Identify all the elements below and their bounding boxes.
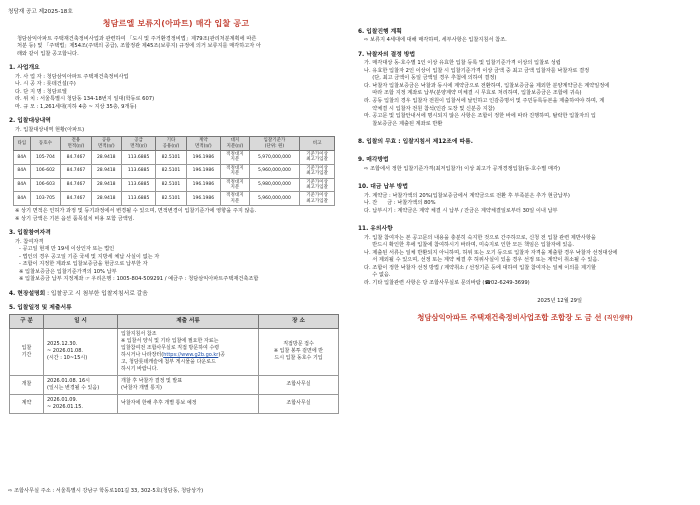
units-cell: 적정대지 지분 <box>221 150 250 164</box>
units-cell: 113.6885 <box>121 164 155 178</box>
section-sale-method-title: 9. 매각방법 <box>358 157 389 164</box>
units-cell: 113.6885 <box>121 150 155 164</box>
schedule-cell-label: 개찰 <box>10 375 44 394</box>
right-column <box>358 28 692 324</box>
units-cell: 적정대지 지분 <box>221 178 250 192</box>
units-table-body <box>14 150 335 205</box>
schedule-table <box>9 314 339 413</box>
caution-contact-tail: ) <box>527 279 530 286</box>
units-cell: 106-603 <box>30 178 61 192</box>
schedule-cell-documents <box>118 328 259 375</box>
caution-line: 수 없음. <box>364 272 391 279</box>
winner-method-line: (단, 최고 금액이 동일 금액일 경우 추첨에 의하여 결정) <box>364 75 497 82</box>
units-cell: 28.9418 <box>91 150 121 164</box>
schedule-cell-date: 2025.12.30. ~ 2026.01.08. (시간 : 10~15시) <box>44 328 118 375</box>
units-cell: 5,960,000,000 <box>249 164 299 178</box>
schedule-row-opening <box>10 375 339 394</box>
intro-line: 처분 등) 및 「주택법」제54조(주택의 공급), 조합정관 제45조(보류지) 규정에 의거 보류지를 매각하고자 아 <box>17 43 261 50</box>
units-header-cell: 동호수 <box>30 137 61 151</box>
units-cell: 82.5101 <box>156 164 186 178</box>
units-cell: 103-705 <box>30 192 61 206</box>
briefing-title: 4. 현장설명회 <box>9 290 46 297</box>
section-bid-targets-title: 2. 입찰대상내역 <box>9 118 51 125</box>
winner-method-line: 찰보증금은 제출된 계좌로 반환 <box>364 120 443 127</box>
units-cell: 113.6885 <box>121 178 155 192</box>
units-cell: 106-602 <box>30 164 61 178</box>
units-cell: 196.1986 <box>186 164 220 178</box>
payment-line: 다. 납부시기 : 계약금은 계약 체결 시 납부 / 잔금은 계약체결일로부터 30일 이내 납부 <box>364 207 558 214</box>
units-cell: 82.5101 <box>156 192 186 206</box>
winner-method-line: 다. 낙찰자 입찰보증금은 낙찰과 동시에 계약금으로 전환하며, 입찰보증금을 제외한 분양계약금은 계약일정에 <box>364 82 610 89</box>
signer-block <box>358 313 692 324</box>
eligibility-line: - 공고일 현재 만 19세 이상인자 또는 법인 <box>19 246 115 253</box>
notice-number: 청담재 공고 제2025-18호 <box>8 9 73 15</box>
winner-method-line: 마. 공고문 및 입찰안내서에 명시되지 않은 사항은 조합이 정한 바에 따라 진행하며, 탈락한 입찰자의 입 <box>364 113 596 120</box>
intro-line: 청담삼익아파트 주택재건축정비사업과 관련하여 「도시 및 주거환경정비법」제79조(관리처분계획에 따른 <box>17 35 257 42</box>
schedule-header-place: 장 소 <box>259 315 339 328</box>
caution-line: 가. 입찰 참여자는 본 공고문의 내용을 충분히 숙지한 것으로 간주하므로, 신청 전 입찰 관련 제반사항을 <box>364 234 596 241</box>
units-cell: 기준가이상 최고가입찰 <box>300 192 335 206</box>
units-cell: 28.9418 <box>91 164 121 178</box>
winner-method-line: 나. 유효한 입찰자 2인 이상이 입찰 시 입찰기준가격 이상 금액 중 최고 금액 입찰자를 낙찰자로 결정 <box>364 67 590 74</box>
units-cell: 84A <box>14 192 31 206</box>
schedule-cell-place: 조합사무실 <box>259 375 339 394</box>
caution-contact-text: 라. 기타 입찰관련 사항은 당 조합사무실로 문의바람 ( <box>364 279 485 286</box>
units-cell: 기준가이상 최고가입찰 <box>300 164 335 178</box>
eligibility-subtitle: 가. 참여자격 <box>15 238 44 245</box>
schedule-header-documents: 제출 서류 <box>118 315 259 328</box>
overview-line: 라. 위 치 : 서울특별시 청담동 134-18번지 일대(학동로 607) <box>15 96 155 103</box>
winner-method-line: 라. 공동 입찰의 경우 입찰자 전원이 입찰서에 날인하고 인감증명서 및 주민등록등본을 제출하여야 하며, 계 <box>364 97 605 104</box>
payment-line: 가. 계약금 : 낙찰가액의 20%(입찰보증금에서 계약금으로 전환 후 부족분은 추가 현금납부) <box>364 192 570 199</box>
units-cell: 84A <box>14 164 31 178</box>
units-cell: 기준가이상 최고가입찰 <box>300 178 335 192</box>
units-cell: 28.9418 <box>91 178 121 192</box>
briefing-text: : 입찰공고 시 첨부한 입찰지침서로 갈음 <box>45 290 148 297</box>
seal-omitted-label: (직인생략) <box>604 315 633 323</box>
progress-line: ⇨ 보류지 4세대에 대해 매각하며, 세부사항은 입찰지침서 참조. <box>364 37 507 44</box>
units-cell: 113.6885 <box>121 192 155 206</box>
units-cell: 적정대지 지분 <box>221 164 250 178</box>
section-business-overview-title: 1. 사업개요 <box>9 65 40 72</box>
units-cell: 기준가이상 최고가입찰 <box>300 150 335 164</box>
units-table-header <box>14 137 335 151</box>
schedule-header-date: 일 시 <box>44 315 118 328</box>
signer-name: 청담삼익아파트 주택재건축정비사업조합 조합장 도 금 선 <box>417 313 602 323</box>
bid-targets-subtitle: 가. 입찰대상내역 현황(아파트) <box>15 126 85 133</box>
units-cell: 105-704 <box>30 150 61 164</box>
overview-line: 나. 시 공 자 : 롯데건설(주) <box>15 81 76 88</box>
schedule-header-category: 구 분 <box>10 315 44 328</box>
schedule-cell-label: 입찰 기간 <box>10 328 44 375</box>
units-header-cell: 타입 <box>14 137 31 151</box>
overview-line: 마. 규 모 : 1,261세대(지하 4층 ~ 지상 35층, 9개동) <box>15 103 137 110</box>
office-phone-number[interactable]: 02-6249-3699 <box>490 279 528 286</box>
units-cell: 196.1986 <box>186 192 220 206</box>
section-schedule-title: 5. 입찰일정 및 제출서류 <box>9 305 72 312</box>
eligibility-line: - 법인의 경우 공고일 기준 국세 및 지방세 체납 사실이 없는 자 <box>19 253 160 260</box>
schedule-cell-label: 계약 <box>10 394 44 413</box>
section-payment-title: 10. 대금 납부 방법 <box>358 184 408 191</box>
overview-line: 가. 사 업 자 : 청담삼익아파트 주택재건축정비사업 <box>15 73 129 80</box>
winner-method-line: 약체결 시 입찰자 전원 참석(인감 도장 및 신분증 지참) <box>364 105 495 112</box>
units-cell: 82.5101 <box>156 150 186 164</box>
units-header-cell: 입찰기준가 (단위: 원) <box>249 137 299 151</box>
units-cell: 적정대지 지분 <box>221 192 250 206</box>
section-winner-method-title: 7. 낙찰자의 결정 방법 <box>358 51 416 58</box>
caution-line: 다. 조합이 정한 낙찰자 선정 방법 / 계약취소 / 선정기준 등에 대하여 입찰 참여자는 일체 이의를 제기할 <box>364 264 596 271</box>
units-header-cell: 대지 지분(㎡) <box>221 137 250 151</box>
payment-line: 나. 잔 금 : 낙찰가액의 80% <box>364 200 436 207</box>
eligibility-line: ※ 입찰보증금은 입찰기준가격의 10% 납부 <box>19 268 117 275</box>
units-cell: 84A <box>14 178 31 192</box>
section-invalid-bid-title: 8. 입찰의 무효 : 입찰지침서 제12조에 따름. <box>358 139 473 146</box>
units-cell: 82.5101 <box>156 178 186 192</box>
deposit-account-line: ※ 입찰보증금 납부 지정계좌 ☞ 우리은행 : 1005-804-509291 / 예금주 : 청담삼익아파트주택재건축조합 <box>19 276 259 283</box>
section-progress-title: 6. 입찰진행 계획 <box>358 29 402 35</box>
area-note: ※ 상기 면적은 인허가 과정 및 등기과정에서 변경될 수 있으며, 면적변경이 입찰기준가에 영향을 주지 않음. <box>15 208 257 215</box>
units-cell: 84.7467 <box>61 192 91 206</box>
schedule-cell-date: 2026.01.09. ~ 2026.01.15. <box>44 394 118 413</box>
units-cell: 196.1986 <box>186 178 220 192</box>
office-address-footer: ⇨ 조합사무실 주소 : 서울특별시 강남구 학동로101길 33, 302-5호(청담동, 청담상가) <box>8 488 204 494</box>
phone-icon: ☎ <box>484 279 491 286</box>
schedule-cell-place: 조합사무실 <box>259 394 339 413</box>
g2b-link[interactable]: https://www.g2b.go.kr <box>163 351 219 358</box>
units-header-cell: 기타 공용(㎡) <box>156 137 186 151</box>
caution-line: 반드시 확인한 후에 입찰에 참여하시기 바라며, 미숙지로 인한 모든 책임은 입찰자에 있음. <box>364 242 575 249</box>
notice-date: 2025년 12월 29일 <box>537 297 582 304</box>
schedule-row-bidding <box>10 328 339 375</box>
overview-line: 다. 단 지 명 : 청담르엘 <box>15 88 67 95</box>
units-cell: 5,960,000,000 <box>249 192 299 206</box>
documents-text-tail: )공 고, 청담롯데캐슬에 첨부 게시물을 다운로드 하시기 바랍니다. <box>121 351 226 372</box>
section-eligibility-title: 3. 입찰참여자격 <box>9 230 51 237</box>
units-cell: 84.7467 <box>61 164 91 178</box>
units-row <box>14 178 335 192</box>
units-header-cell: 계약 면적(㎡) <box>186 137 220 151</box>
section-briefing <box>9 290 343 298</box>
left-column <box>9 14 343 416</box>
units-cell: 5,970,000,000 <box>249 150 299 164</box>
winner-method-line: 따라 조합 지정 계좌로 납부(분양계약 미체결 시 무효로 처리하며, 입찰보증금은 조합에 귀속) <box>364 90 582 97</box>
units-header-cell: 공용 면적(㎡) <box>91 137 121 151</box>
units-header-cell: 비고 <box>300 137 335 151</box>
caution-line: 서 제외될 수 있으며, 선정 또는 계약 체결 후 허위사실이 있을 경우 선정 또는 계약이 취소될 수 있음. <box>364 257 600 264</box>
page-title: 청담르엘 보류지(아파트) 매각 입찰 공고 <box>102 19 250 28</box>
units-cell: 28.9418 <box>91 192 121 206</box>
section-cautions-title: 11. 유의사항 <box>358 226 393 233</box>
units-row <box>14 150 335 164</box>
sale-method-line: ⇨ 조합에서 정한 입찰기준가격(최저입찰가) 이상 최고가 공개경쟁입찰(동·호수별 매각) <box>364 165 561 172</box>
price-note: ※ 상기 금액은 기본 옵션 품목설치 비용 포함 금액임. <box>15 215 135 222</box>
units-cell: 84.7467 <box>61 150 91 164</box>
units-header-cell: 공급 면적(㎡) <box>121 137 155 151</box>
units-cell: 5,980,000,000 <box>249 178 299 192</box>
schedule-cell-documents: 개찰 후 낙찰가 결정 및 발표 (낙찰자 개별 통지) <box>118 375 259 394</box>
units-cell: 196.1986 <box>186 150 220 164</box>
winner-method-line: 가. 매각대상 동·호수별 1인 이상 유효한 입찰 등록 및 입찰기준가격 이상의 입찰로 성립 <box>364 60 561 67</box>
intro-line: 래와 같이 입찰 공고합니다. <box>17 50 79 57</box>
eligibility-line: - 조합이 지정한 계좌로 입찰보증금을 현금으로 납부한 자 <box>19 261 148 268</box>
documents-text: 입찰지침서 참조 ※ 입찰서 양식 및 기타 입찰에 필요한 자료는 입찰참여전 조합사무실로 직접 방문하여 수령 하시거나 나라장터( <box>121 330 220 358</box>
units-table <box>13 136 335 206</box>
units-row <box>14 192 335 206</box>
schedule-cell-place: 직접방문 접수 ※ 입찰 봉투 겉면에 반 드시 입찰 동호수 기입 <box>259 328 339 375</box>
intro-paragraph <box>9 36 343 59</box>
caution-line: 나. 제출된 서류는 일체 반환되지 아니하며, 허위 또는 오기 등으로 입찰자 자격을 제출할 경우 낙찰자 선정대상에 <box>364 249 618 256</box>
schedule-cell-documents: 낙찰자에 한해 추후 개별 통보 예정 <box>118 394 259 413</box>
units-header-cell: 전용 면적(㎡) <box>61 137 91 151</box>
schedule-row-contract <box>10 394 339 413</box>
units-row <box>14 164 335 178</box>
schedule-cell-date: 2026.01.08. 16시 (일시는 변경될 수 있음) <box>44 375 118 394</box>
units-cell: 84.7467 <box>61 178 91 192</box>
units-cell: 84A <box>14 150 31 164</box>
caution-contact-line <box>358 280 692 288</box>
